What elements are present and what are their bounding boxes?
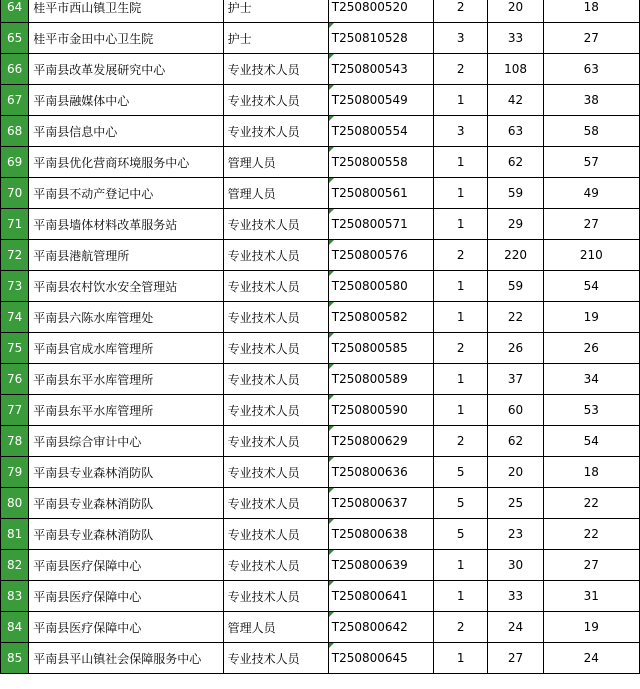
position-cell[interactable]: 管理人员 bbox=[223, 178, 328, 209]
table-row bbox=[1, 364, 640, 395]
applicant-count-cell[interactable]: 59 bbox=[488, 178, 543, 209]
plan-count-cell[interactable]: 1 bbox=[433, 550, 488, 581]
row-number-cell[interactable]: 85 bbox=[1, 643, 29, 674]
position-code-cell[interactable]: T250800639 bbox=[328, 550, 433, 581]
plan-count-cell[interactable]: 2 bbox=[433, 54, 488, 85]
plan-count-cell[interactable]: 5 bbox=[433, 488, 488, 519]
row-number-cell[interactable]: 77 bbox=[1, 395, 29, 426]
table-row bbox=[1, 85, 640, 116]
applicant-count-cell[interactable]: 20 bbox=[488, 457, 543, 488]
qualified-count-cell[interactable]: 27 bbox=[543, 209, 639, 240]
plan-count-cell[interactable]: 1 bbox=[433, 581, 488, 612]
position-cell[interactable]: 专业技术人员 bbox=[223, 116, 328, 147]
unit-name-cell[interactable]: 平南县东平水库管理所 bbox=[29, 395, 223, 426]
unit-name-cell[interactable]: 平南县农村饮水安全管理站 bbox=[29, 271, 223, 302]
table-row bbox=[1, 302, 640, 333]
unit-name-cell[interactable]: 平南县港航管理所 bbox=[29, 240, 223, 271]
row-number-cell[interactable]: 65 bbox=[1, 23, 29, 54]
position-cell[interactable]: 专业技术人员 bbox=[223, 271, 328, 302]
row-number-cell[interactable]: 74 bbox=[1, 302, 29, 333]
row-number-cell[interactable]: 80 bbox=[1, 488, 29, 519]
position-code-cell[interactable]: T250800636 bbox=[328, 457, 433, 488]
unit-name-cell[interactable]: 平南县医疗保障中心 bbox=[29, 612, 223, 643]
qualified-count-cell[interactable]: 18 bbox=[543, 457, 639, 488]
unit-name-cell[interactable]: 平南县融媒体中心 bbox=[29, 85, 223, 116]
position-code-cell[interactable]: T250800645 bbox=[328, 643, 433, 674]
qualified-count-cell[interactable]: 54 bbox=[543, 426, 639, 457]
position-cell[interactable]: 专业技术人员 bbox=[223, 519, 328, 550]
table-row bbox=[1, 488, 640, 519]
unit-name-cell[interactable]: 平南县六陈水库管理处 bbox=[29, 302, 223, 333]
position-code-cell[interactable]: T250800585 bbox=[328, 333, 433, 364]
position-code-cell[interactable]: T250800637 bbox=[328, 488, 433, 519]
position-cell[interactable]: 专业技术人员 bbox=[223, 581, 328, 612]
applicant-count-cell[interactable]: 24 bbox=[488, 612, 543, 643]
table-row bbox=[1, 23, 640, 54]
row-number-cell[interactable]: 83 bbox=[1, 581, 29, 612]
table-row bbox=[1, 550, 640, 581]
plan-count-cell[interactable]: 1 bbox=[433, 178, 488, 209]
row-number-cell[interactable]: 79 bbox=[1, 457, 29, 488]
table-row bbox=[1, 426, 640, 457]
position-cell[interactable]: 专业技术人员 bbox=[223, 426, 328, 457]
plan-count-cell[interactable]: 3 bbox=[433, 23, 488, 54]
plan-count-cell[interactable]: 5 bbox=[433, 519, 488, 550]
position-code-cell[interactable]: T250800576 bbox=[328, 240, 433, 271]
qualified-count-cell[interactable]: 26 bbox=[543, 333, 639, 364]
position-code-cell[interactable]: T250800590 bbox=[328, 395, 433, 426]
table-row bbox=[1, 178, 640, 209]
table-row bbox=[1, 333, 640, 364]
unit-name-cell[interactable]: 桂平市西山镇卫生院 bbox=[29, 0, 223, 23]
position-cell[interactable]: 专业技术人员 bbox=[223, 364, 328, 395]
table-row bbox=[1, 395, 640, 426]
qualified-count-cell[interactable]: 22 bbox=[543, 488, 639, 519]
unit-name-cell[interactable]: 平南县不动产登记中心 bbox=[29, 178, 223, 209]
unit-name-cell[interactable]: 平南县优化营商环境服务中心 bbox=[29, 147, 223, 178]
plan-count-cell[interactable]: 1 bbox=[433, 271, 488, 302]
plan-count-cell[interactable]: 1 bbox=[433, 147, 488, 178]
row-number-cell[interactable]: 70 bbox=[1, 178, 29, 209]
qualified-count-cell[interactable]: 63 bbox=[543, 54, 639, 85]
position-code-cell[interactable]: T250800641 bbox=[328, 581, 433, 612]
row-number-cell[interactable]: 81 bbox=[1, 519, 29, 550]
applicant-count-cell[interactable]: 62 bbox=[488, 147, 543, 178]
unit-name-cell[interactable]: 平南县医疗保障中心 bbox=[29, 581, 223, 612]
qualified-count-cell[interactable]: 58 bbox=[543, 116, 639, 147]
position-code-cell[interactable]: T250800520 bbox=[328, 0, 433, 23]
applicant-count-cell[interactable]: 42 bbox=[488, 85, 543, 116]
plan-count-cell[interactable]: 1 bbox=[433, 209, 488, 240]
table-row bbox=[1, 0, 640, 23]
plan-count-cell[interactable]: 2 bbox=[433, 0, 488, 23]
applicant-count-cell[interactable]: 37 bbox=[488, 364, 543, 395]
row-number-cell[interactable]: 64 bbox=[1, 0, 29, 23]
plan-count-cell[interactable]: 3 bbox=[433, 116, 488, 147]
position-code-cell[interactable]: T250800543 bbox=[328, 54, 433, 85]
row-number-cell[interactable]: 69 bbox=[1, 147, 29, 178]
table-row bbox=[1, 54, 640, 85]
applicant-count-cell[interactable]: 108 bbox=[488, 54, 543, 85]
applicant-count-cell[interactable]: 22 bbox=[488, 302, 543, 333]
position-cell[interactable]: 专业技术人员 bbox=[223, 85, 328, 116]
qualified-count-cell[interactable]: 210 bbox=[543, 240, 639, 271]
position-code-cell[interactable]: T250800582 bbox=[328, 302, 433, 333]
applicant-count-cell[interactable]: 59 bbox=[488, 271, 543, 302]
table-row bbox=[1, 240, 640, 271]
qualified-count-cell[interactable]: 19 bbox=[543, 612, 639, 643]
table-row bbox=[1, 147, 640, 178]
position-cell[interactable]: 专业技术人员 bbox=[223, 302, 328, 333]
applicant-count-cell[interactable]: 26 bbox=[488, 333, 543, 364]
plan-count-cell[interactable]: 2 bbox=[433, 612, 488, 643]
row-number-cell[interactable]: 71 bbox=[1, 209, 29, 240]
position-code-cell[interactable]: T250810528 bbox=[328, 23, 433, 54]
position-code-cell[interactable]: T250800554 bbox=[328, 116, 433, 147]
row-number-cell[interactable]: 67 bbox=[1, 85, 29, 116]
position-code-cell[interactable]: T250800549 bbox=[328, 85, 433, 116]
applicant-count-cell[interactable]: 27 bbox=[488, 643, 543, 674]
unit-name-cell[interactable]: 平南县平山镇社会保障服务中心 bbox=[29, 643, 223, 674]
applicant-count-cell[interactable]: 33 bbox=[488, 581, 543, 612]
qualified-count-cell[interactable]: 27 bbox=[543, 23, 639, 54]
position-cell[interactable]: 专业技术人员 bbox=[223, 240, 328, 271]
unit-name-cell[interactable]: 平南县医疗保障中心 bbox=[29, 550, 223, 581]
plan-count-cell[interactable]: 2 bbox=[433, 240, 488, 271]
position-cell[interactable]: 管理人员 bbox=[223, 612, 328, 643]
position-cell[interactable]: 专业技术人员 bbox=[223, 643, 328, 674]
qualified-count-cell[interactable]: 49 bbox=[543, 178, 639, 209]
row-number-cell[interactable]: 73 bbox=[1, 271, 29, 302]
unit-name-cell[interactable]: 平南县信息中心 bbox=[29, 116, 223, 147]
plan-count-cell[interactable]: 1 bbox=[433, 364, 488, 395]
position-cell[interactable]: 管理人员 bbox=[223, 147, 328, 178]
unit-name-cell[interactable]: 平南县综合审计中心 bbox=[29, 426, 223, 457]
position-code-cell[interactable]: T250800589 bbox=[328, 364, 433, 395]
row-number-cell[interactable]: 66 bbox=[1, 54, 29, 85]
plan-count-cell[interactable]: 1 bbox=[433, 643, 488, 674]
unit-name-cell[interactable]: 平南县东平水库管理所 bbox=[29, 364, 223, 395]
row-number-cell[interactable]: 84 bbox=[1, 612, 29, 643]
unit-name-cell[interactable]: 平南县墙体材料改革服务站 bbox=[29, 209, 223, 240]
table-row bbox=[1, 209, 640, 240]
plan-count-cell[interactable]: 1 bbox=[433, 395, 488, 426]
position-code-cell[interactable]: T250800638 bbox=[328, 519, 433, 550]
position-cell[interactable]: 专业技术人员 bbox=[223, 488, 328, 519]
qualified-count-cell[interactable]: 34 bbox=[543, 364, 639, 395]
applicant-count-cell[interactable]: 63 bbox=[488, 116, 543, 147]
qualified-count-cell[interactable]: 54 bbox=[543, 271, 639, 302]
applicant-count-cell[interactable]: 25 bbox=[488, 488, 543, 519]
qualified-count-cell[interactable]: 57 bbox=[543, 147, 639, 178]
position-cell[interactable]: 护士 bbox=[223, 23, 328, 54]
unit-name-cell[interactable]: 平南县专业森林消防队 bbox=[29, 519, 223, 550]
table-row bbox=[1, 581, 640, 612]
unit-name-cell[interactable]: 桂平市金田中心卫生院 bbox=[29, 23, 223, 54]
position-cell[interactable]: 护士 bbox=[223, 0, 328, 23]
applicant-count-cell[interactable]: 220 bbox=[488, 240, 543, 271]
qualified-count-cell[interactable]: 31 bbox=[543, 581, 639, 612]
plan-count-cell[interactable]: 2 bbox=[433, 426, 488, 457]
applicant-count-cell[interactable]: 23 bbox=[488, 519, 543, 550]
table-row bbox=[1, 519, 640, 550]
position-cell[interactable]: 专业技术人员 bbox=[223, 550, 328, 581]
table-row bbox=[1, 271, 640, 302]
table-row bbox=[1, 116, 640, 147]
applicant-count-cell[interactable]: 60 bbox=[488, 395, 543, 426]
unit-name-cell[interactable]: 平南县官成水库管理所 bbox=[29, 333, 223, 364]
qualified-count-cell[interactable]: 53 bbox=[543, 395, 639, 426]
applicant-count-cell[interactable]: 62 bbox=[488, 426, 543, 457]
unit-name-cell[interactable]: 平南县专业森林消防队 bbox=[29, 457, 223, 488]
position-cell[interactable]: 专业技术人员 bbox=[223, 54, 328, 85]
plan-count-cell[interactable]: 2 bbox=[433, 333, 488, 364]
row-number-cell[interactable]: 75 bbox=[1, 333, 29, 364]
row-number-cell[interactable]: 82 bbox=[1, 550, 29, 581]
position-cell[interactable]: 专业技术人员 bbox=[223, 209, 328, 240]
position-cell[interactable]: 专业技术人员 bbox=[223, 333, 328, 364]
position-code-cell[interactable]: T250800561 bbox=[328, 178, 433, 209]
table-body bbox=[1, 0, 640, 674]
position-code-cell[interactable]: T250800580 bbox=[328, 271, 433, 302]
applicant-count-cell[interactable]: 30 bbox=[488, 550, 543, 581]
position-code-cell[interactable]: T250800642 bbox=[328, 612, 433, 643]
qualified-count-cell[interactable]: 24 bbox=[543, 643, 639, 674]
position-code-cell[interactable]: T250800571 bbox=[328, 209, 433, 240]
position-cell[interactable]: 专业技术人员 bbox=[223, 395, 328, 426]
unit-name-cell[interactable]: 平南县改革发展研究中心 bbox=[29, 54, 223, 85]
row-number-cell[interactable]: 76 bbox=[1, 364, 29, 395]
qualified-count-cell[interactable]: 22 bbox=[543, 519, 639, 550]
plan-count-cell[interactable]: 1 bbox=[433, 302, 488, 333]
plan-count-cell[interactable]: 5 bbox=[433, 457, 488, 488]
qualified-count-cell[interactable]: 38 bbox=[543, 85, 639, 116]
unit-name-cell[interactable]: 平南县专业森林消防队 bbox=[29, 488, 223, 519]
row-number-cell[interactable]: 78 bbox=[1, 426, 29, 457]
position-cell[interactable]: 专业技术人员 bbox=[223, 457, 328, 488]
qualified-count-cell[interactable]: 18 bbox=[543, 0, 639, 23]
plan-count-cell[interactable]: 1 bbox=[433, 85, 488, 116]
table-row bbox=[1, 643, 640, 674]
qualified-count-cell[interactable]: 19 bbox=[543, 302, 639, 333]
table-row bbox=[1, 612, 640, 643]
position-code-cell[interactable]: T250800558 bbox=[328, 147, 433, 178]
applicant-count-cell[interactable]: 33 bbox=[488, 23, 543, 54]
qualified-count-cell[interactable]: 27 bbox=[543, 550, 639, 581]
position-code-cell[interactable]: T250800629 bbox=[328, 426, 433, 457]
applicant-count-cell[interactable]: 29 bbox=[488, 209, 543, 240]
table-row bbox=[1, 457, 640, 488]
row-number-cell[interactable]: 68 bbox=[1, 116, 29, 147]
applicant-count-cell[interactable]: 20 bbox=[488, 0, 543, 23]
row-number-cell[interactable]: 72 bbox=[1, 240, 29, 271]
